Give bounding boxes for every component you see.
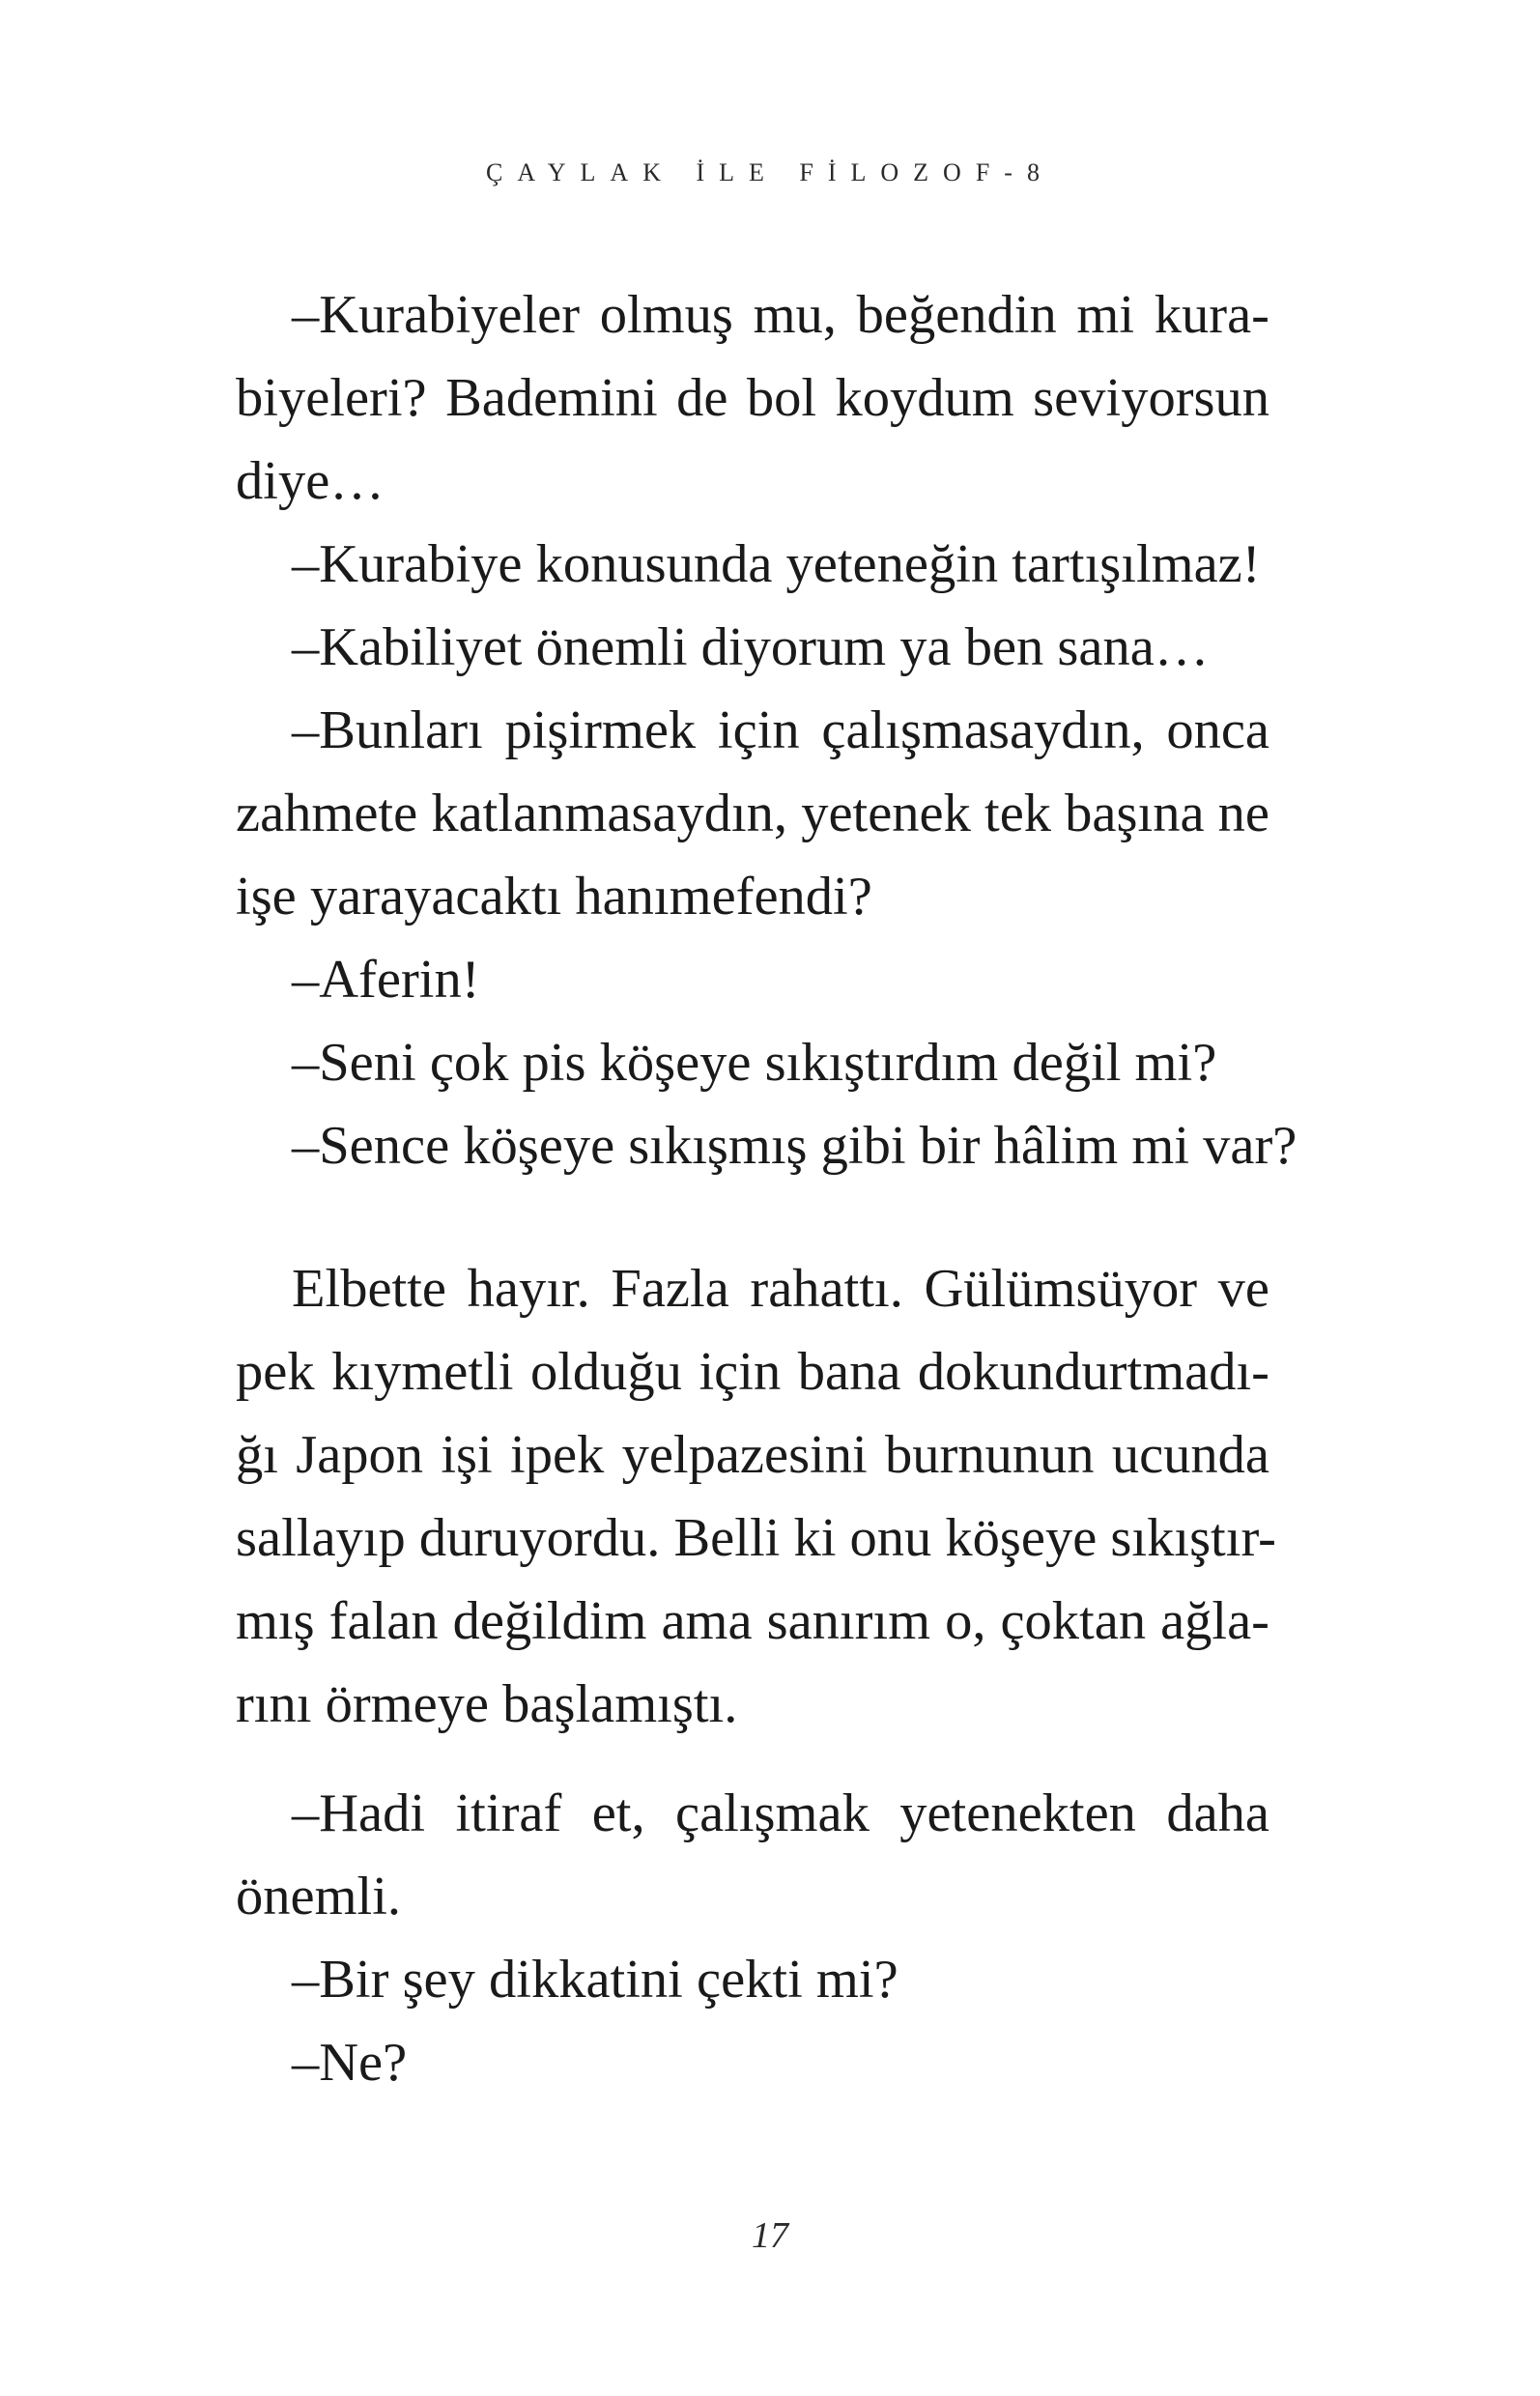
text-line: –Kurabiyeler olmuş mu, beğendin mi kura- [292, 285, 1269, 345]
text-line: –Kabiliyet önemli diyorum ya ben sana… [292, 617, 1210, 677]
text-line: biyeleri? Bademini de bol koydum seviyorsun [236, 368, 1269, 428]
dialogue-block-2 [236, 1772, 1269, 2104]
text-line: –Aferin! [292, 950, 480, 1010]
text-line: –Hadi itiraf et, çalışmak yetenekten daha [292, 1783, 1269, 1843]
dialogue-block-1 [236, 273, 1298, 1187]
text-line: –Seni çok pis köşeye sıkıştırdım değil mi? [292, 1033, 1217, 1093]
text-line: Elbette hayır. Fazla rahattı. Gülümsüyor ve [292, 1259, 1269, 1319]
text-line: önemli. [236, 1867, 402, 1926]
text-line: –Kurabiye konusunda yeteneğin tartışılmaz! [292, 534, 1261, 594]
running-head: ÇAYLAK İLE FİLOZOF-8 [486, 158, 1054, 186]
text-line: mış falan değildim ama sanırım o, çoktan ağla- [236, 1591, 1269, 1651]
text-line: rını örmeye başlamıştı. [236, 1674, 738, 1734]
page-number: 17 [752, 2215, 788, 2256]
text-line: –Bir şey dikkatini çekti mi? [292, 1950, 898, 2010]
text-line: ğı Japon işi ipek yelpazesini burnunun ucunda [236, 1425, 1269, 1485]
text-line: –Bunları pişirmek için çalışmasaydın, onca [292, 700, 1269, 760]
text-line: pek kıymetli olduğu için bana dokundurtmadı- [236, 1342, 1269, 1402]
text-line: sallayıp duruyordu. Belli ki onu köşeye sıkıştır- [236, 1508, 1276, 1568]
text-line: işe yarayacaktı hanımefendi? [236, 867, 872, 927]
text-line: –Ne? [292, 2033, 408, 2093]
text-line: –Sence köşeye sıkışmış gibi bir hâlim mi var? [292, 1116, 1298, 1176]
text-line: zahmete katlanmasaydın, yetenek tek başına ne [236, 784, 1269, 843]
text-line: diye… [236, 451, 385, 511]
narrative-paragraph [236, 1247, 1276, 1746]
